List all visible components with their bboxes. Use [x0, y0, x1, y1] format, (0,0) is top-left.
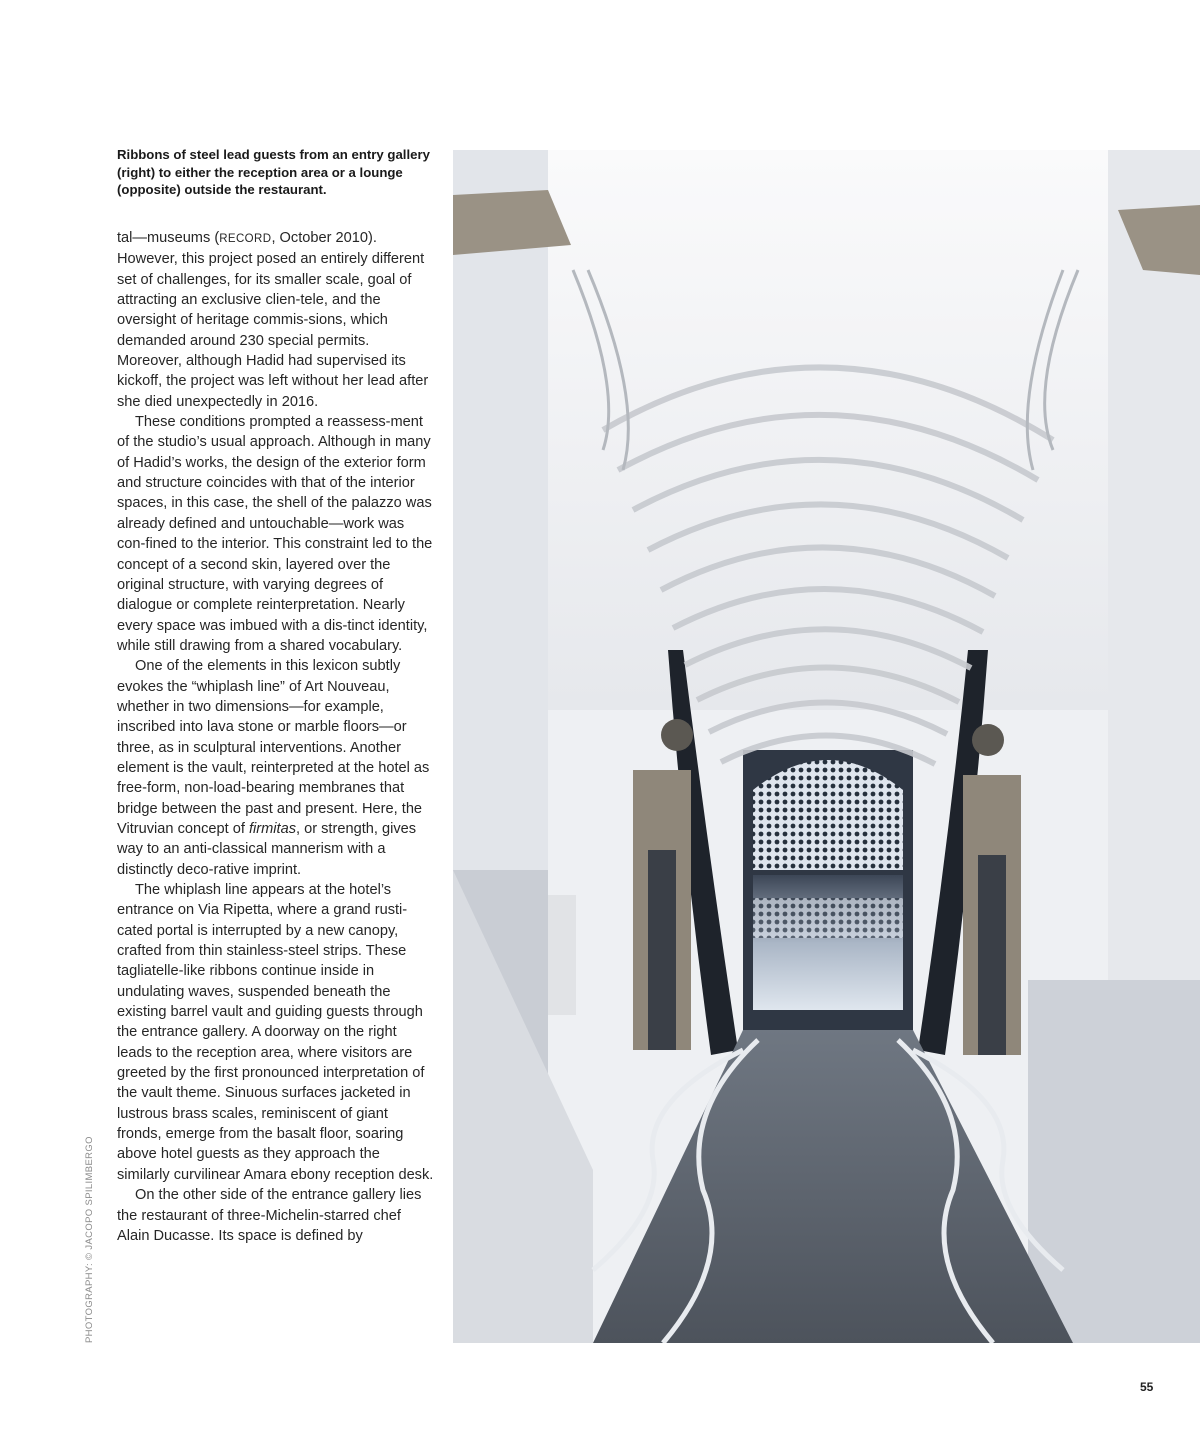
left-bust	[661, 719, 693, 751]
door-pattern	[753, 898, 903, 938]
page-number: 55	[1140, 1380, 1154, 1394]
corridor-illustration	[453, 150, 1200, 1343]
paragraph-2: These conditions prompted a reassess-ment of the studio’s usual approach. Although in many of Hadid’s works, the design of the exterior form and structure coincides with that of the interior spaces, in this case, the shell of the palazzo was already defined and untouchable—work was con-fined to the interior. This constraint led to the concept of a second skin, layered over the original structure, with varying degrees of dialogue or complete reinterpretation. Nearly every space was imbued with a dis-tinct identity, while still drawing from a shared vocabulary.	[117, 414, 433, 654]
paragraph-1-rest: , October 2010). However, this project posed an entirely different set of challenges, for its smaller scale, goal of attracting an exclusive clien-tele, and the oversight of heritage commis-sions, which demanded around 230 special permits. Moreover, although Hadid had supervised its kickoff, the project was left without her lead after she died unexpectedly in 2016.	[117, 230, 429, 410]
paragraph-3	[117, 656, 435, 880]
paragraph-3-start: One of the elements in this lexicon subtly evokes the “whiplash line” of Art Nouveau, whether in two dimensions—for example, inscribed into lava stone or marble floors—or three, as in sculptural interventions. Another element is the vault, reinterpreted at the hotel as free-form, non-load-bearing membranes that bridge between the past and present. Here, the Vitruvian concept of	[117, 658, 430, 837]
article-body	[117, 228, 435, 1246]
right-door-opening	[978, 855, 1006, 1055]
right-marble-wall	[1028, 980, 1200, 1343]
photo-credit: PHOTOGRAPHY: © JACOPO SPILIMBERGO	[84, 1136, 95, 1343]
right-bust	[972, 724, 1004, 756]
photo-caption: Ribbons of steel lead guests from an entry gallery (right) to either the reception area or a lounge (opposite) outside the restaurant.	[117, 147, 430, 197]
lattice-screen	[753, 760, 903, 870]
glass-door	[753, 875, 903, 1010]
barrel-vault	[548, 150, 1108, 710]
vase	[548, 895, 576, 1015]
firmitas-italic: firmitas	[248, 820, 296, 837]
paragraph-1-start: tal—museums (	[117, 230, 220, 246]
paragraph-1	[117, 228, 435, 412]
paragraph-4: The whiplash line appears at the hotel’s entrance on Via Ripetta, where a grand rusti-cated portal is interrupted by a new canopy, crafted from thin stainless-steel strips. These tagliatelle-like ribbons continue inside in undulating waves, suspended beneath the existing barrel vault and guiding guests through the entrance gallery. A doorway on the right leads to the reception area, where visitors are greeted by the first pronounced interpretation of the vault theme. Sinuous surfaces jacketed in lustrous brass scales, reminiscent of giant fronds, emerge from the basalt floor, soaring above hotel guests as they approach the similarly curvilinear Amara ebony reception desk.	[117, 882, 434, 1183]
paragraph-3-rest: , or strength, gives way to an anti-classical mannerism with a distinctly deco-rative imprint.	[117, 820, 417, 878]
record-smallcaps: RECORD	[219, 233, 272, 245]
left-door-opening	[648, 850, 676, 1050]
paragraph-5: On the other side of the entrance gallery lies the restaurant of three-Michelin-starred chef Alain Ducasse. Its space is defined by	[117, 1187, 422, 1244]
corridor-photo	[453, 150, 1200, 1343]
